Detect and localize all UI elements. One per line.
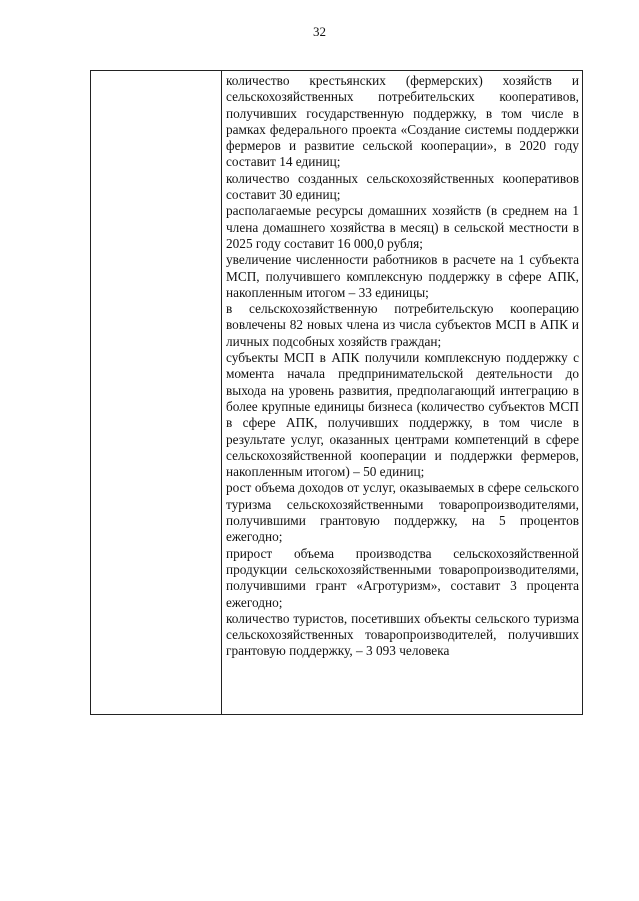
- paragraph-farm-households: количество крестьянских (фермерских) хозяйств и сельскохозяйственных потребительских кооперативов, получивших государственную поддержку, в том числе в рамках федерального проекта «Создание системы поддержки фермеров и развитие сельской кооперации», в 2020 году составит 14 единиц;: [226, 73, 579, 170]
- column-divider: [221, 71, 222, 714]
- paragraph-new-members: в сельскохозяйственную потребительскую кооперацию вовлечены 82 новых члена из числа субъектов МСП в АПК и личных подсобных хозяйств граждан;: [226, 301, 579, 349]
- paragraph-tourism-income: рост объема доходов от услуг, оказываемых в сфере сельского туризма сельскохозяйственными товаропроизводителями, получившими грантовую поддержку, на 5 процентов ежегодно;: [226, 480, 579, 545]
- paragraph-household-resources: располагаемые ресурсы домашних хозяйств (в среднем на 1 члена домашнего хозяйства в месяц) в сельской местности в 2025 году составит 16 000,0 рубля;: [226, 203, 579, 251]
- paragraph-msp-support: субъекты МСП в АПК получили комплексную поддержку с момента начала предпринимательской деятельности до выхода на уровень развития, предполагающий интеграцию в более крупные единицы бизнеса (количество субъектов МСП в сфере АПК, получивших поддержку, в том числе в результате услуг, оказанных центрами компетенций в сфере сельскохозяйственной кооперации и поддержки фермеров, накопленным итогом) – 50 единиц;: [226, 350, 579, 480]
- table: [90, 70, 583, 715]
- paragraph-employees-increase: увеличение численности работников в расчете на 1 субъекта МСП, получившего комплексную поддержку в сфере АПК, накопленным итогом – 33 единицы;: [226, 252, 579, 300]
- paragraph-tourists-count: количество туристов, посетивших объекты сельского туризма сельскохозяйственных товаропроизводителей, получивших грантовую поддержку, – 3 093 человека: [226, 610, 579, 659]
- page-number: 32: [313, 24, 326, 39]
- paragraph-production-growth: прирост объема производства сельскохозяйственной продукции сельскохозяйственными товаропроизводителями, получившими грант «Агротуризм», составит 3 процента ежегодно;: [226, 545, 579, 610]
- table-cell-right: [226, 73, 579, 660]
- paragraph-cooperatives-created: количество созданных сельскохозяйственных кооперативов составит 30 единиц;: [226, 170, 579, 203]
